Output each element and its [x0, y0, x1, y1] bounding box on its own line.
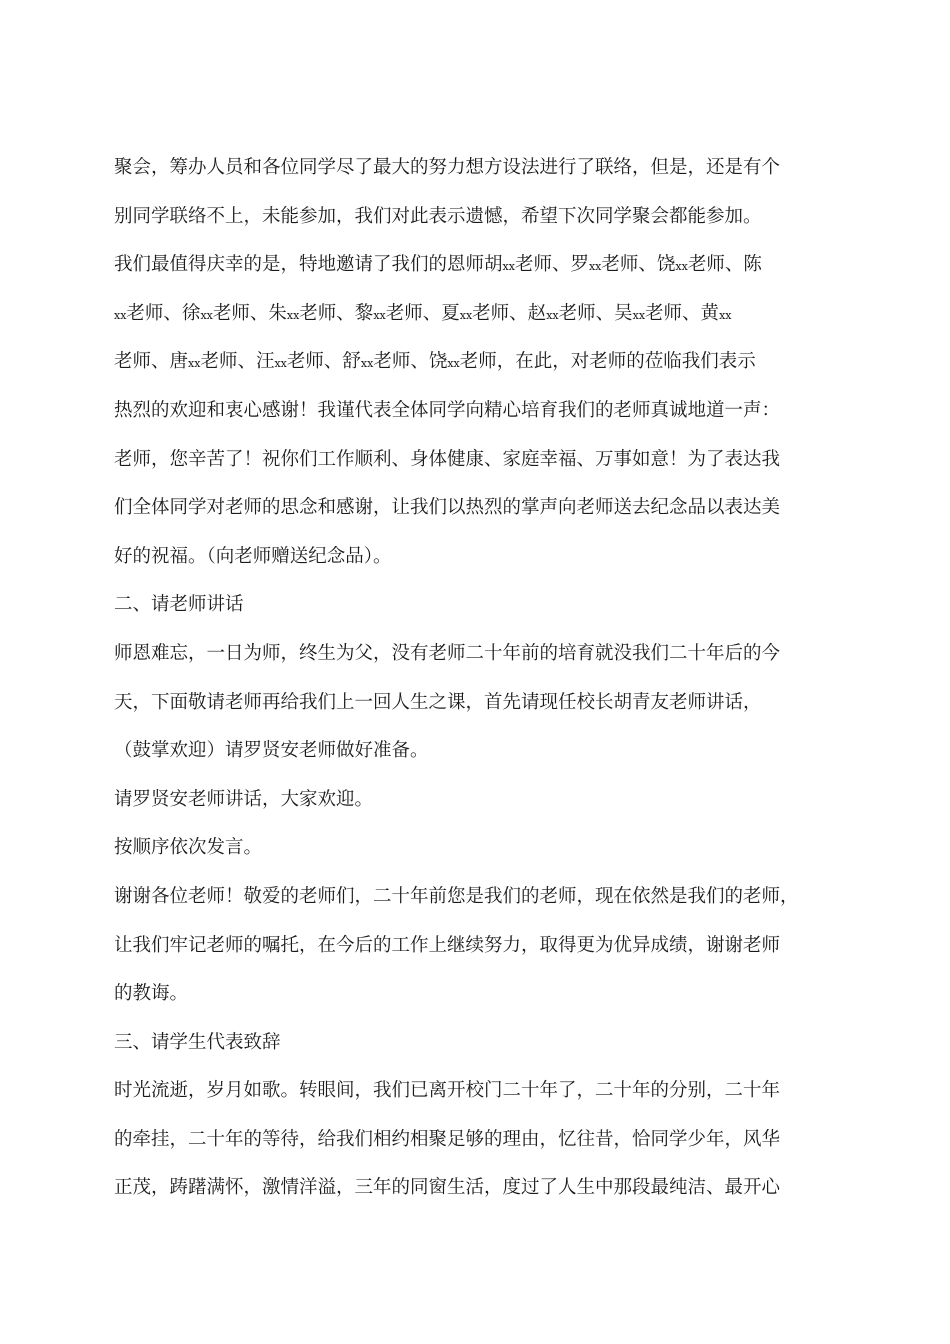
text-line: 天，下面敬请老师再给我们上一回人生之课，首先请现任校长胡青友老师讲话，: [114, 691, 762, 713]
text-line: 们全体同学对老师的思念和感谢，让我们以热烈的掌声向老师送去纪念品以表达美: [114, 497, 781, 519]
text-line: 谢谢各位老师！敬爱的老师们，二十年前您是我们的老师，现在依然是我们的老师，: [114, 885, 799, 907]
text-line: 的牵挂，二十年的等待，给我们相约相聚足够的理由，忆往昔，恰同学少年，风华: [114, 1128, 781, 1150]
text-line: 让我们牢记老师的嘱托，在今后的工作上继续努力，取得更为优异成绩，谢谢老师: [114, 934, 781, 956]
text-line: 老师，您辛苦了！祝你们工作顺利、身体健康、家庭幸福、万事如意！为了表达我: [114, 448, 781, 470]
text-line: 老师、唐xx老师、汪xx老师、舒xx老师、饶xx老师，在此，对老师的莅临我们表示: [114, 351, 756, 373]
text-line: 好的祝福。（向老师赠送纪念品）。: [114, 545, 392, 567]
text-line: 聚会，筹办人员和各位同学尽了最大的努力想方设法进行了联络，但是，还是有个: [114, 157, 781, 178]
text-line: 热烈的欢迎和衷心感谢！我谨代表全体同学向精心培育我们的老师真诚地道一声：: [114, 399, 781, 421]
document-body: [114, 144, 844, 1213]
section-heading: 二、请老师讲话: [114, 594, 244, 616]
text-line: 别同学联络不上，未能参加，我们对此表示遗憾，希望下次同学聚会都能参加。: [114, 205, 762, 227]
text-line: （鼓掌欢迎）请罗贤安老师做好准备。: [114, 740, 429, 762]
text-line: 师恩难忘，一日为师，终生为父，没有老师二十年前的培育就没我们二十年后的今: [114, 642, 781, 664]
text-line: 的教诲。: [114, 983, 189, 1005]
text-line: xx老师、徐xx老师、朱xx老师、黎xx老师、夏xx老师、赵xx老师、吴xx老师、黄xx: [114, 302, 732, 324]
text-line: 正茂，踌躇满怀，激情洋溢，三年的同窗生活，度过了人生中那段最纯洁、最开心: [114, 1177, 781, 1199]
text-line: 按顺序依次发言。: [114, 837, 263, 859]
text-line: 我们最值得庆幸的是，特地邀请了我们的恩师胡xx老师、罗xx老师、饶xx老师、陈: [114, 254, 762, 276]
section-heading: 三、请学生代表致辞: [114, 1031, 281, 1053]
text-line: 时光流逝，岁月如歌。转眼间，我们已离开校门二十年了，二十年的分别，二十年: [114, 1080, 781, 1102]
text-line: 请罗贤安老师讲话，大家欢迎。: [114, 788, 374, 810]
